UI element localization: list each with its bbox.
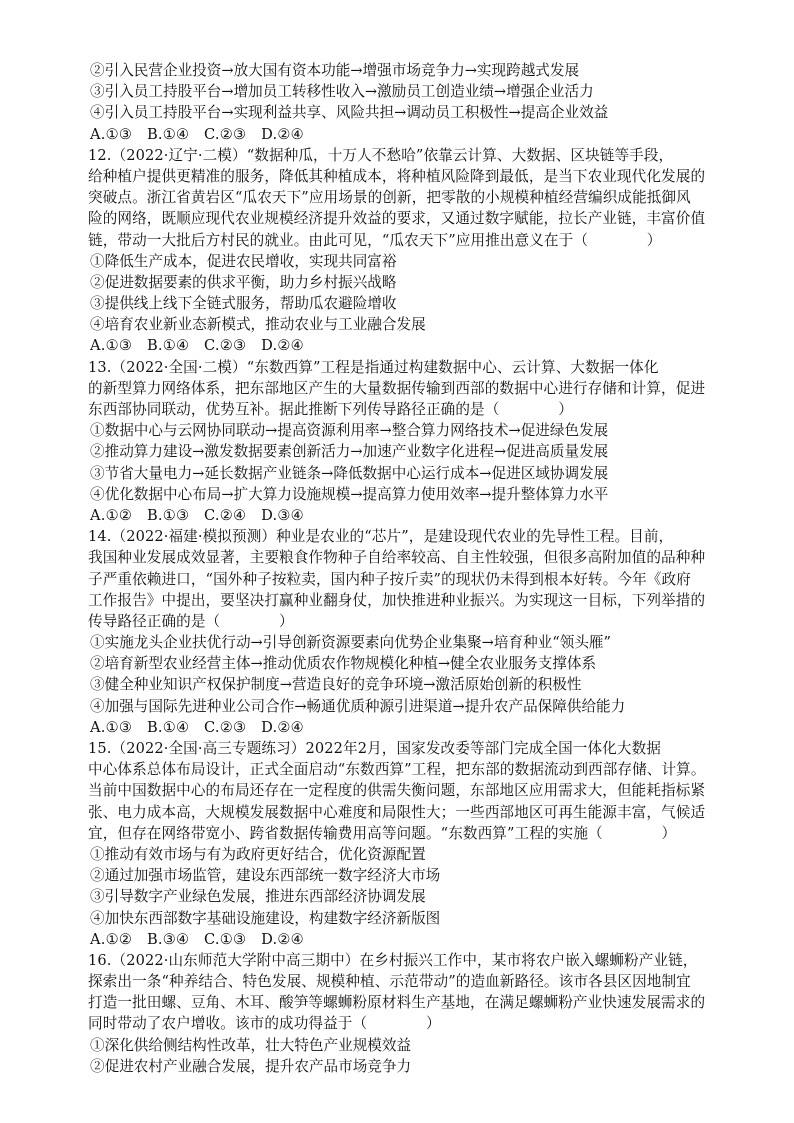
question-12 (88, 145, 706, 357)
question-stem-line: 13.（2022·全国·二模）“东数西算”工程是指通过构建数据中心、云计算、大数据一体化 (88, 358, 659, 376)
option-3: ③引导数字产业绿色发展，推进东西部经济协调发展 (90, 888, 426, 906)
answer-choices: A.①③ B.①④ C.②③ D.②④ (90, 718, 304, 736)
option-2: ②促进数据要素的供求平衡，助力乡村振兴战略 (90, 273, 397, 291)
option-3: ③节省大量电力→延长数据产业链条→降低数据中心运行成本→促进区域协调发展 (90, 464, 609, 482)
question-stem-line: 14.（2022·福建·模拟预测）种业是农业的“芯片”，是建设现代农业的先导性工程。目前， (88, 528, 674, 546)
question-stem-line: 给种植户提供更精准的服务，降低其种植成本，将种植风险降到最低，是当下农业现代化发展的 (88, 167, 706, 185)
question-stem-line: 16.（2022·山东师范大学附中高三期中）在乡村振兴工作中，某市将农户嵌入螺蛳粉产业链， (88, 951, 698, 969)
question-stem-line: 链，带动一大批后方村民的就业。由此可见，“瓜农天下”应用推出意义在于（ ） (88, 231, 662, 249)
option-3: ③引入员工持股平台→增加员工转移性收入→激励员工创造业绩→增强企业活力 (90, 83, 594, 101)
question-13 (88, 357, 706, 527)
question-stem-line: 突破点。浙江省黄岩区“瓜农天下”应用场景的创新，把零散的小规模种植经营编织成能抵御风 (88, 189, 691, 207)
question-stem-line: 险的网络，既顺应现代农业规模经济提升效益的要求，又通过数字赋能，拉长产业链，丰富价值 (88, 210, 706, 228)
option-1: ①降低生产成本，促进农民增收，实现共同富裕 (90, 252, 397, 270)
question-stem-line: 探索出一条“种养结合、特色发展、规模种植、示范带动”的造血新路径。该市各县区因地制宜 (88, 973, 691, 991)
question-stem-line: 当前中国数据中心的布局还存在一定程度的供需失衡问题，东部地区应用需求大，但能耗指标紧 (88, 782, 706, 800)
option-2: ②引入民营企业投资→放大国有资本功能→增强市场竞争力→实现跨越式发展 (90, 62, 580, 79)
question-stem-line: 中心体系总体布局设计，正式全面启动“东数西算”工程，把东部的数据流动到西部存储、计算。 (88, 761, 706, 779)
option-2: ②培育新型农业经营主体→推动优质农作物规模化种植→健全农业服务支撑体系 (90, 655, 597, 673)
question-16 (88, 950, 706, 1077)
answer-choices: A.①② B.③④ C.①③ D.②④ (90, 930, 304, 948)
answer-choices: A.①② B.①③ C.②④ D.③④ (90, 506, 304, 524)
option-4: ④加强与国际先进种业公司合作→畅通优质种源引进渠道→提升农产品保障供给能力 (90, 697, 626, 715)
answer-choices: A.①③ B.①④ C.②③ D.②④ (90, 125, 304, 143)
question-stem-line: 打造一批田螺、豆角、木耳、酸笋等螺蛳粉原材料生产基地，在满足螺蛳粉产业快速发展需求的 (88, 994, 706, 1012)
option-1: ①实施龙头企业扶优行动→引导创新资源要素向优势企业集聚→培育种业“领头雁” (90, 634, 611, 652)
question-stem-line: 同时带动了农户增收。该市的成功得益于（ ） (88, 1015, 441, 1033)
option-2: ②通过加强市场监管，建设东西部统一数字经济大市场 (90, 867, 441, 885)
question-15 (88, 738, 706, 950)
question-stem-line: 传导路径正确的是（ ） (88, 612, 294, 630)
option-1: ①推动有效市场与有为政府更好结合，优化资源配置 (90, 845, 426, 863)
question-stem-line: 宜，但存在网络带宽小、跨省数据传输费用高等问题。“东数西算”工程的实施（ ） (88, 824, 677, 842)
question-stem-line: 我国种业发展成效显著，主要粮食作物种子自给率较高、自主性较强，但很多高附加值的品种种 (88, 549, 706, 567)
option-1: ①数据中心与云网协同联动→提高资源利用率→整合算力网络技术→促进绿色发展 (90, 422, 609, 440)
option-3: ③提供线上线下全链式服务，帮助瓜农避险增收 (90, 295, 397, 313)
question-stem-line: 的新型算力网络体系，把东部地区产生的大量数据传输到西部的数据中心进行存储和计算，促进 (88, 379, 706, 397)
question-stem-line: 张、电力成本高，大规模发展数据中心难度和局限性大；一些西部地区可再生能源丰富，气候适 (88, 803, 706, 821)
option-4: ④加快东西部数字基础设施建设，构建数字经济新版图 (90, 909, 441, 927)
question-14 (88, 526, 706, 738)
answer-choices: A.①③ B.①④ C.②③ D.②④ (90, 337, 304, 355)
option-3: ③健全种业知识产权保护制度→营造良好的竞争环境→激活原始创新的积极性 (90, 676, 582, 694)
question-stem-line: 东西部协同联动，优势互补。据此推断下列传导路径正确的是（ ） (88, 401, 573, 418)
option-2: ②推动算力建设→激发数据要素创新活力→加速产业数字化进程→促进高质量发展 (90, 443, 609, 461)
question-stem-line: 15.（2022·全国·高三专题练习）2022年2月，国家发改委等部门完成全国一体化大数据 (88, 740, 661, 757)
option-1: ①深化供给侧结构性改革，壮大特色产业规模效益 (90, 1036, 412, 1054)
question-stem-line: 12.（2022·辽宁·二模）“数据种瓜，十万人不愁哈”依靠云计算、大数据、区块链等手段， (88, 146, 674, 164)
question-11-tail (88, 60, 706, 145)
question-stem-line: 工作报告》中提出，要坚决打赢种业翻身仗，加快推进种业振兴。为实现这一目标，下列举措的 (88, 591, 706, 609)
option-4: ④优化数据中心布局→扩大算力设施规模→提高算力使用效率→提升整体算力水平 (90, 485, 609, 503)
document-page (88, 60, 706, 1077)
option-2: ②促进农村产业融合发展，提升农产品市场竞争力 (90, 1057, 412, 1075)
question-stem-line: 子严重依赖进口，“国外种子按粒卖，国内种子按斤卖”的现状仍未得到根本好转。今年《政府 (88, 570, 691, 588)
option-4: ④培育农业新业态新模式，推动农业与工业融合发展 (90, 316, 426, 334)
option-4: ④引入员工持股平台→实现利益共享、风险共担→调动员工积极性→提高企业效益 (90, 104, 609, 122)
